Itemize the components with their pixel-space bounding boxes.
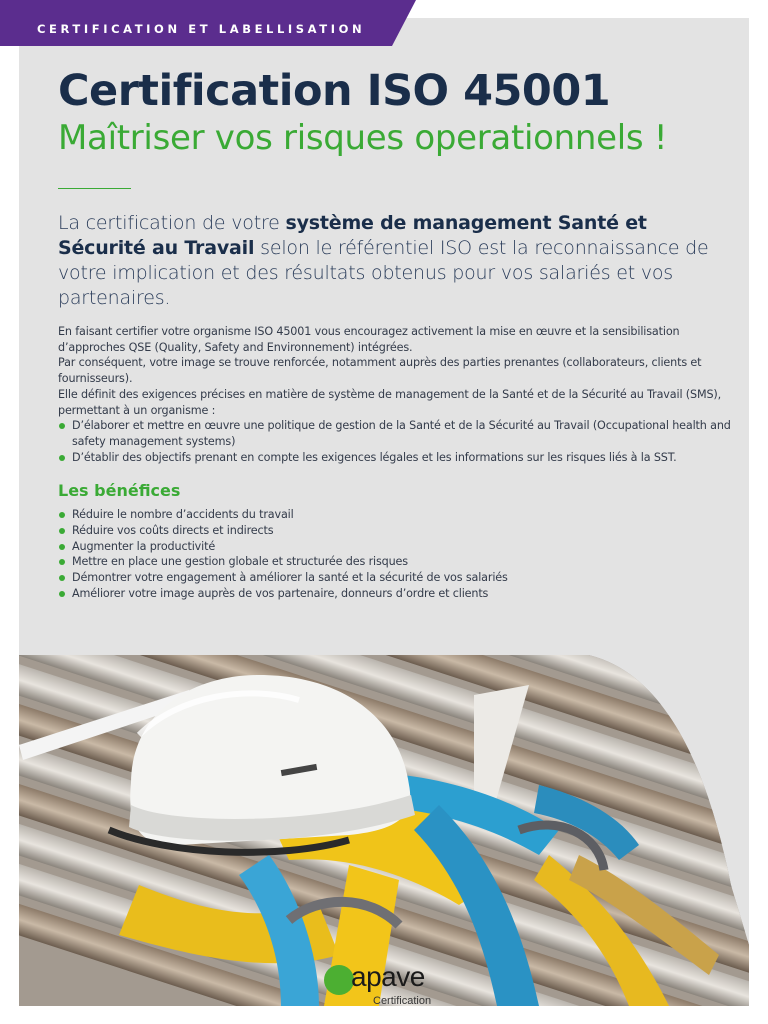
banner-label: CERTIFICATION ET LABELLISATION — [37, 22, 366, 36]
logo-mark — [324, 965, 354, 995]
apave-logo — [321, 962, 451, 1010]
body-text — [58, 324, 734, 465]
list-item: Réduire vos coûts directs et indirects — [58, 523, 734, 539]
list-item: D’élaborer et mettre en œuvre une politique de gestion de la Santé et de la Sécurité au Travail (Occupational health and safety management systems) — [58, 418, 734, 449]
body-paragraph: En faisant certifier votre organisme ISO 45001 vous encouragez activement la mise en œuvre et la sensibilisation d’approches QSE (Quality, Safety and Environnement) intégrées. — [58, 325, 680, 354]
title-divider — [58, 188, 131, 189]
hard-hat-harness-photo — [19, 655, 749, 1006]
logo-subtitle: Certification — [373, 995, 432, 1007]
intro-text-2: selon le référentiel ISO est la reconnaissance de votre implication et des résultats obtenus pour vos salariés et vos partenaires. — [58, 237, 709, 309]
list-item: Démontrer votre engagement à améliorer la santé et la sécurité de vos salariés — [58, 570, 734, 586]
list-item: Augmenter la productivité — [58, 539, 734, 555]
list-item: D’établir des objectifs prenant en compte les exigences légales et les informations sur les risques liés à la SST. — [58, 450, 734, 466]
intro-paragraph — [58, 211, 728, 311]
benefits-list — [58, 507, 734, 602]
logo-wordmark: apave — [351, 961, 425, 992]
intro-bold: système de management Santé et Sécurité au Travail — [58, 212, 647, 259]
benefits-heading: Les bénéfices — [58, 481, 181, 500]
intro-text-1: La certification de votre — [58, 212, 286, 234]
list-item: Mettre en place une gestion globale et structurée des risques — [58, 554, 734, 570]
list-item: Améliorer votre image auprès de vos partenaire, donneurs d’ordre et clients — [58, 586, 734, 602]
page-subtitle: Maîtriser vos risques operationnels ! — [58, 118, 668, 158]
body-paragraph: Elle définit des exigences précises en matière de système de management de la Santé et de la Sécurité au Travail (SMS), permettant à un organisme : — [58, 387, 722, 417]
list-item: Réduire le nombre d’accidents du travail — [58, 507, 734, 523]
category-banner — [0, 0, 416, 46]
page-title: Certification ISO 45001 — [58, 66, 611, 116]
body-paragraph: Par conséquent, votre image se trouve renforcée, notamment auprès des parties prenantes (collaborateurs, clients et fournisseurs). — [58, 356, 702, 386]
requirements-list — [58, 418, 734, 465]
